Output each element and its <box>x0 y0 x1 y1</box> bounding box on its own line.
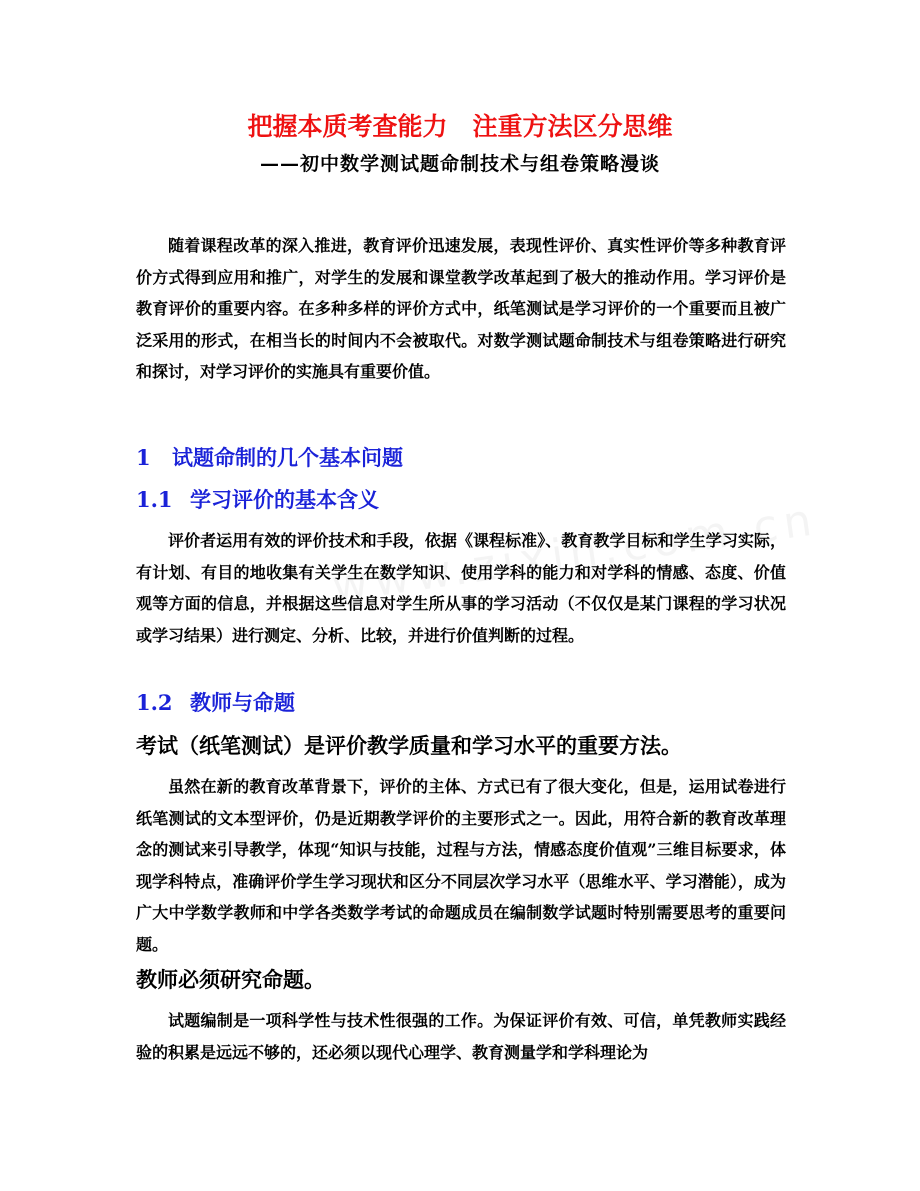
section-1-2-heading <box>136 688 295 718</box>
section-1-2-paragraph-2: 试题编制是一项科学性与技术性很强的工作。为保证评价有效、可信，单凭教师实践经验的积累是远远不够的，还必须以现代心理学、教育测量学和学科理论为 <box>136 1011 786 1062</box>
document-subtitle: ——初中数学测试题命制技术与组卷策略漫谈 <box>259 153 660 175</box>
section-1-title: 试题命制的几个基本问题 <box>172 445 403 470</box>
section-1-2-title: 教师与命题 <box>190 690 295 715</box>
section-1-1-title: 学习评价的基本含义 <box>190 487 379 512</box>
section-1-number: 1 <box>136 445 151 470</box>
document-title: 把握本质考查能力 注重方法区分思维 <box>247 112 673 141</box>
intro-paragraph: 随着课程改革的深入推进，教育评价迅速发展，表现性评价、真实性评价等多种教育评价方式得到应用和推广，对学生的发展和课堂教学改革起到了极大的推动作用。学习评价是教育评价的重要内容。在多种多样的评价方式中，纸笔测试是学习评价的一个重要而且被广泛采用的形式，在相当长的时间内不会被取代。对数学测试题命制技术与组卷策略进行研究和探讨，对学习评价的实施具有重要价值。 <box>136 236 786 381</box>
section-1-2-number: 1.2 <box>136 690 173 715</box>
section-1-1-number: 1.1 <box>136 487 173 512</box>
section-1-heading <box>136 443 403 473</box>
section-1-2-paragraph-1: 虽然在新的教育改革背景下，评价的主体、方式已有了很大变化，但是，运用试卷进行纸笔测试的文本型评价，仍是近期教学评价的主要形式之一。因此，用符合新的教育改革理念的测试来引导教学，体现“知识与技能，过程与方法，情感态度价值观”三维目标要求，体现学科特点，准确评价学生学习现状和区分不同层次学习水平（思维水平、学习潜能），成为广大中学数学教师和中学各类数学考试的命题成员在编制数学试题时特别需要思考的重要问题。 <box>136 777 786 954</box>
section-1-1-heading <box>136 485 379 515</box>
lead-sentence-exam: 考试（纸笔测试）是评价教学质量和学习水平的重要方法。 <box>136 733 682 758</box>
lead-sentence-teacher: 教师必须研究命题。 <box>136 967 325 992</box>
section-1-1-paragraph: 评价者运用有效的评价技术和手段，依据《课程标准》、教育教学目标和学生学习实际，有计划、有目的地收集有关学生在数学知识、使用学科的能力和对学科的情感、态度、价值观等方面的信息，并根据这些信息对学生所从事的学习活动（不仅仅是某门课程的学习状况或学习结果）进行测定、分析、比较，并进行价值判断的过程。 <box>136 531 786 645</box>
